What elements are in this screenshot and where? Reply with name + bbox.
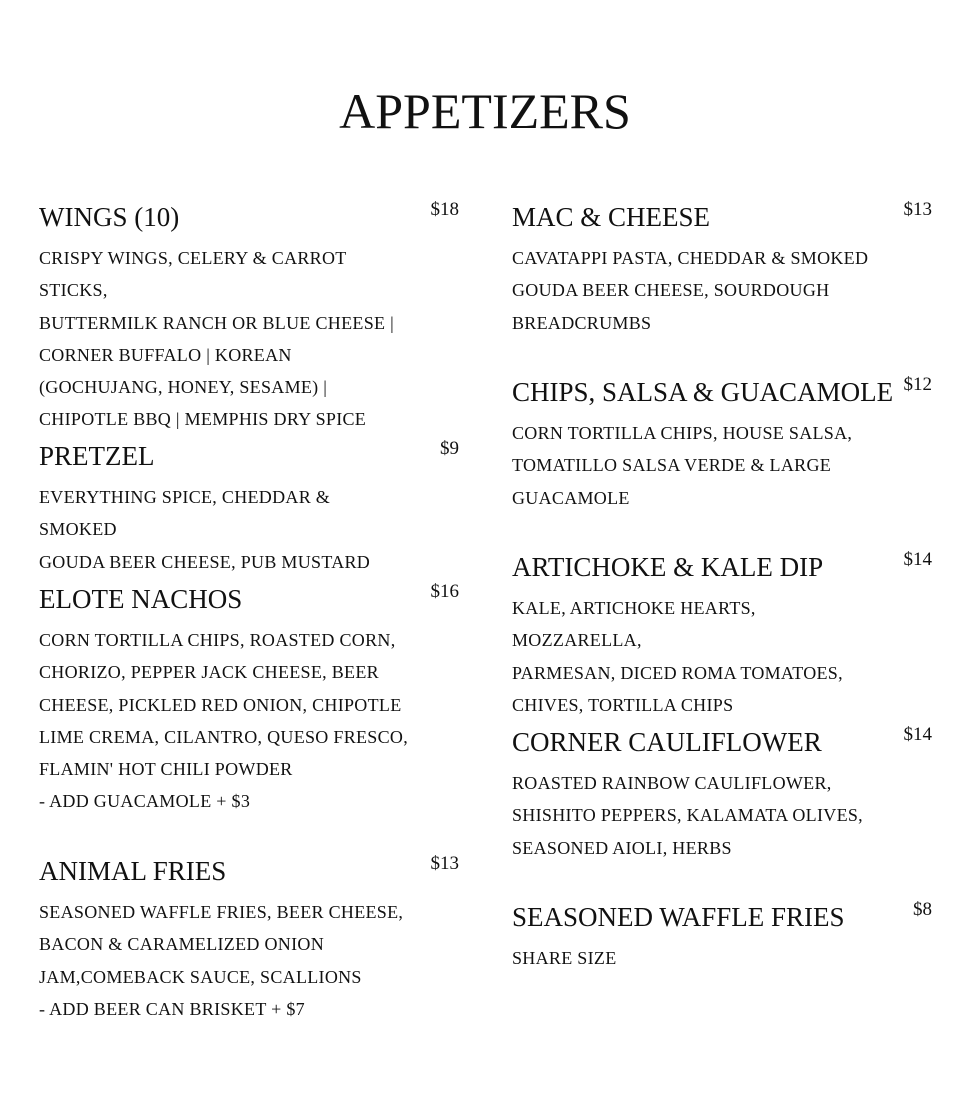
item-price: $14 <box>903 549 932 570</box>
item-name: ARTICHOKE & KALE DIP <box>512 552 824 582</box>
item-name: PRETZEL <box>39 441 155 471</box>
item-description: CRISPY WINGS, CELERY & CARROT STICKS, BUTTERMILK RANCH OR BLUE CHEESE | CORNER BUFFALO | KOREAN (GOCHUJANG, HONEY, SESAME) | CHIPOTLE BBQ | MEMPHIS DRY SPICE <box>39 248 395 430</box>
item-price: $12 <box>903 374 932 395</box>
item-name: WINGS (10) <box>39 202 180 232</box>
item-price: $9 <box>440 438 459 459</box>
page-title: APPETIZERS <box>339 83 631 139</box>
item-description: SEASONED WAFFLE FRIES, BEER CHEESE, BACON & CARAMELIZED ONION JAM,COMEBACK SAUCE, SCALLIONS - ADD BEER CAN BRISKET + $7 <box>39 902 404 1019</box>
item-price: $8 <box>913 899 932 920</box>
item-price: $13 <box>903 199 932 220</box>
item-price: $16 <box>430 581 459 602</box>
item-price: $14 <box>903 724 932 745</box>
item-description: CAVATAPPI PASTA, CHEDDAR & SMOKED GOUDA BEER CHEESE, SOURDOUGH BREADCRUMBS <box>512 248 869 333</box>
item-price: $18 <box>430 199 459 220</box>
item-description: CORN TORTILLA CHIPS, HOUSE SALSA, TOMATILLO SALSA VERDE & LARGE GUACAMOLE <box>512 423 853 508</box>
item-price: $13 <box>430 853 459 874</box>
item-description: SHARE SIZE <box>512 948 617 968</box>
item-name: CHIPS, SALSA & GUACAMOLE <box>512 377 894 407</box>
item-name: ELOTE NACHOS <box>39 584 243 614</box>
item-description: CORN TORTILLA CHIPS, ROASTED CORN, CHORIZO, PEPPER JACK CHEESE, BEER CHEESE, PICKLED RED ONION, CHIPOTLE LIME CREMA, CILANTRO, QUESO FRESCO, FLAMIN' HOT CHILI POWDER - ADD GUACAMOLE + $3 <box>39 630 409 812</box>
item-description: ROASTED RAINBOW CAULIFLOWER, SHISHITO PEPPERS, KALAMATA OLIVES, SEASONED AIOLI, HERBS <box>512 773 863 858</box>
item-name: MAC & CHEESE <box>512 202 711 232</box>
item-name: SEASONED WAFFLE FRIES <box>512 902 845 932</box>
item-name: CORNER CAULIFLOWER <box>512 727 822 757</box>
item-description: EVERYTHING SPICE, CHEDDAR & SMOKED GOUDA BEER CHEESE, PUB MUSTARD <box>39 487 371 572</box>
item-description: KALE, ARTICHOKE HEARTS, MOZZARELLA, PARMESAN, DICED ROMA TOMATOES, CHIVES, TORTILLA CHIPS <box>512 598 843 715</box>
item-name: ANIMAL FRIES <box>39 856 227 886</box>
